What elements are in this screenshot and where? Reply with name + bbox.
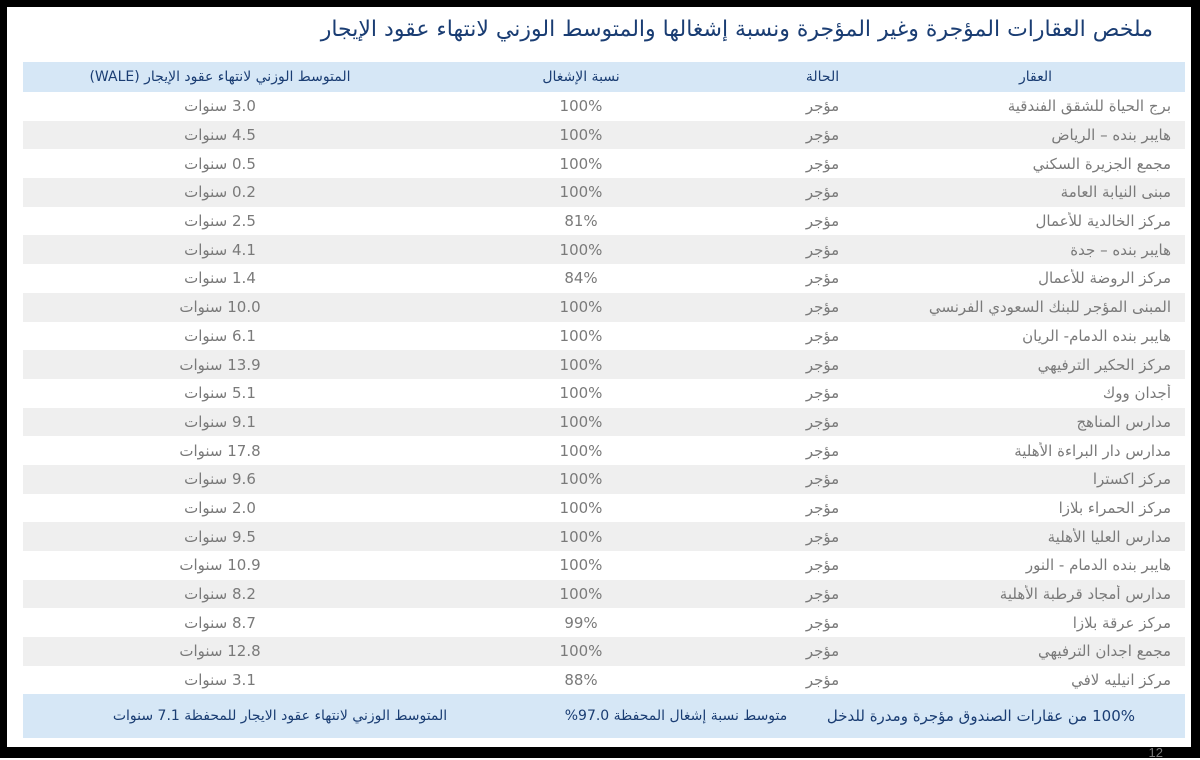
cell-occupancy: 100% [559,470,603,489]
cell-status: مؤجر [805,183,840,202]
table-row [23,293,1185,322]
cell-wale: 13.9 سنوات [179,355,261,374]
table-row [23,235,1185,264]
cell-status: مؤجر [805,326,840,345]
cell-status: مؤجر [805,269,840,288]
cell-occupancy: 100% [559,441,603,460]
cell-wale: 0.5 سنوات [184,154,256,173]
table-row [23,92,1185,121]
table-row [23,207,1185,236]
cell-property: مركز عرقة بلازا [1072,613,1171,632]
cell-occupancy: 100% [559,585,603,604]
cell-status: مؤجر [805,97,840,116]
cell-occupancy: 81% [564,212,598,231]
cell-wale: 8.2 سنوات [184,585,256,604]
header-wale: المتوسط الوزني لانتهاء عقود الإيجار (WALE) [89,69,351,85]
cell-occupancy: 100% [559,527,603,546]
cell-property: هايبر بنده – الرياض [1051,126,1171,145]
cell-status: مؤجر [805,384,840,403]
page-title: ملخص العقارات المؤجرة وغير المؤجرة ونسبة إشغالها والمتوسط الوزني لانتهاء عقود الإيجار [320,17,1153,42]
cell-property: هايبر بنده الدمام - النور [1025,556,1171,575]
cell-status: مؤجر [805,671,840,690]
table-row [23,551,1185,580]
cell-status: مؤجر [805,556,840,575]
footer-avg-occupancy: متوسط نسبة إشغال المحفظة 97.0% [564,708,788,725]
cell-occupancy: 100% [559,642,603,661]
cell-property: أجدان ووك [1102,384,1171,403]
cell-occupancy: 100% [559,298,603,317]
cell-wale: 2.0 سنوات [184,498,256,517]
table-row [23,121,1185,150]
cell-occupancy: 100% [559,183,603,202]
cell-property: مجمع اجدان الترفيهي [1037,642,1171,661]
cell-occupancy: 100% [559,556,603,575]
cell-occupancy: 88% [564,671,598,690]
cell-wale: 9.1 سنوات [184,412,256,431]
cell-property: مركز اكسترا [1092,470,1171,489]
cell-property: المبنى المؤجر للبنك السعودي الفرنسي [928,298,1171,317]
cell-status: مؤجر [805,412,840,431]
cell-property: مدارس دار البراءة الأهلية [1014,441,1171,460]
cell-wale: 9.6 سنوات [184,470,256,489]
cell-wale: 9.5 سنوات [184,527,256,546]
cell-status: مؤجر [805,642,840,661]
header-status: الحالة [805,69,840,85]
cell-property: مركز الحكير الترفيهي [1037,355,1171,374]
cell-property: مدارس المناهج [1076,412,1171,431]
table-footer-row [23,694,1185,738]
cell-occupancy: 99% [564,613,598,632]
cell-property: مدارس أمجاد قرطبة الأهلية [999,585,1171,604]
cell-wale: 2.5 سنوات [184,212,256,231]
cell-wale: 12.8 سنوات [179,642,261,661]
table-row [23,178,1185,207]
table-row [23,465,1185,494]
footer-leased-note: 100% من عقارات الصندوق مؤجرة ومدرة للدخل [826,707,1135,726]
cell-status: مؤجر [805,298,840,317]
cell-occupancy: 100% [559,498,603,517]
cell-wale: 10.9 سنوات [179,556,261,575]
cell-occupancy: 100% [559,326,603,345]
cell-wale: 4.5 سنوات [184,126,256,145]
cell-property: مركز انيليه لافي [1071,671,1171,690]
cell-status: مؤجر [805,613,840,632]
table-row [23,522,1185,551]
cell-occupancy: 100% [559,154,603,173]
table-body [23,92,1185,694]
cell-status: مؤجر [805,126,840,145]
properties-table [23,62,1185,738]
table-row [23,608,1185,637]
cell-wale: 1.4 سنوات [184,269,256,288]
cell-status: مؤجر [805,527,840,546]
cell-property: مجمع الجزيرة السكني [1032,154,1171,173]
table-row [23,494,1185,523]
table-row [23,322,1185,351]
footer-portfolio-wale: المتوسط الوزني لانتهاء عقود الايجار للمحفظة 7.1 سنوات [112,708,448,725]
cell-wale: 4.1 سنوات [184,240,256,259]
cell-status: مؤجر [805,154,840,173]
cell-property: هايبر بنده الدمام- الريان [1022,326,1171,345]
table-row [23,350,1185,379]
cell-occupancy: 100% [559,355,603,374]
cell-wale: 3.1 سنوات [184,671,256,690]
cell-property: مبنى النيابة العامة [1060,183,1171,202]
cell-occupancy: 84% [564,269,598,288]
cell-wale: 6.1 سنوات [184,326,256,345]
table-row [23,149,1185,178]
cell-occupancy: 100% [559,97,603,116]
table-row [23,580,1185,609]
cell-status: مؤجر [805,240,840,259]
page-number: 12 [1148,745,1163,760]
cell-status: مؤجر [805,585,840,604]
cell-status: مؤجر [805,498,840,517]
table-row [23,637,1185,666]
header-occupancy: نسبة الإشغال [542,69,620,85]
table-row [23,379,1185,408]
header-property: العقار [1018,69,1053,85]
cell-wale: 17.8 سنوات [179,441,261,460]
cell-property: مركز الخالدية للأعمال [1035,212,1171,231]
cell-property: هايبر بنده – جدة [1070,240,1171,259]
cell-wale: 5.1 سنوات [184,384,256,403]
cell-status: مؤجر [805,441,840,460]
table-header-row [23,62,1185,92]
table-row [23,408,1185,437]
cell-occupancy: 100% [559,384,603,403]
cell-status: مؤجر [805,212,840,231]
cell-property: مركز الحمراء بلازا [1058,498,1171,517]
cell-occupancy: 100% [559,126,603,145]
cell-wale: 8.7 سنوات [184,613,256,632]
table-row [23,264,1185,293]
cell-property: برج الحياة للشقق الفندقية [1007,97,1171,116]
table-row [23,666,1185,695]
table-row [23,436,1185,465]
cell-wale: 10.0 سنوات [179,298,261,317]
cell-occupancy: 100% [559,240,603,259]
cell-occupancy: 100% [559,412,603,431]
cell-wale: 3.0 سنوات [184,97,256,116]
cell-status: مؤجر [805,470,840,489]
cell-wale: 0.2 سنوات [184,183,256,202]
cell-status: مؤجر [805,355,840,374]
cell-property: مركز الروضة للأعمال [1038,269,1171,288]
cell-property: مدارس العليا الأهلية [1047,527,1171,546]
